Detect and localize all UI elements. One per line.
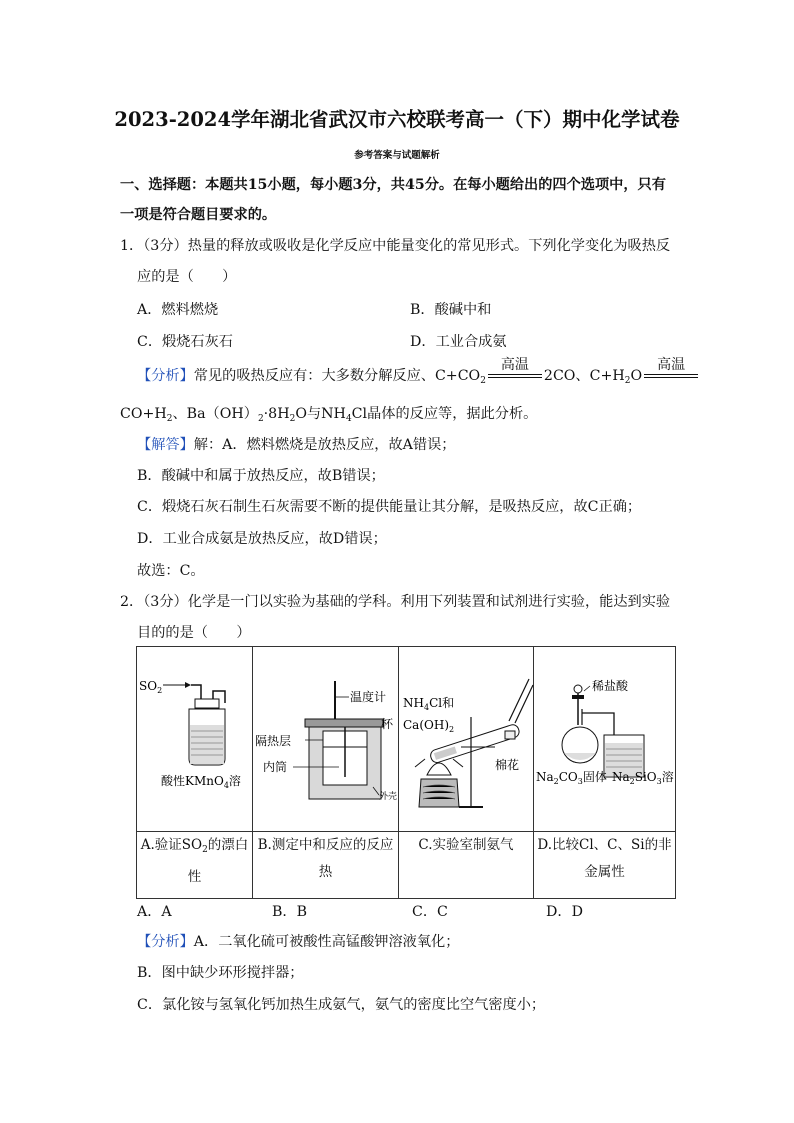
caption-a: A.验证$SO_2$的漂白 性 <box>137 832 253 899</box>
figure-a-reagent-label: 酸性KMnO$_4$溶 <box>161 774 241 790</box>
q1-stem-line1: 1．（3分）热量的释放或吸收是化学反应中能量变化的常见形式。下列化学变化为吸热反 <box>120 238 671 254</box>
q1-answer-line4: D．工业合成氨是放热反应，故D错误； <box>137 531 387 547</box>
svg-text:Na2SiO3溶: $Na_2SiO_3$溶 <box>612 770 674 786</box>
q1-option-d: D．工业合成氨 <box>410 334 507 350</box>
q1-option-c: C．煅烧石灰石 <box>137 334 233 350</box>
q1-answer-line2: B．酸碱中和属于放热反应，故B错误； <box>137 468 385 484</box>
q2-stem-line1: 2．（3分）化学是一门以实验为基础的学科。利用下列装置和试剂进行实验，能达到实验 <box>120 594 671 610</box>
apparatus-table <box>136 646 676 899</box>
reaction-condition: 高温 <box>644 367 698 385</box>
q1-option-b: B．酸碱中和 <box>410 302 492 318</box>
answer-tag: 【解答】 <box>137 437 194 453</box>
q1-choice: 故选：C。 <box>137 563 205 579</box>
svg-text:Na2CO3固体: $Na_2CO_3$固体 <box>536 770 607 786</box>
analysis-tag: 【分析】 <box>137 934 194 950</box>
svg-text:杯: 杯 <box>381 717 394 731</box>
section-heading-line1: 一、选择题：本题共15小题，每小题3分，共45分。在每小题给出的四个选项中，只有 <box>120 177 666 193</box>
svg-text:内筒: 内筒 <box>263 760 288 774</box>
ammonia-preparation-figure <box>399 647 534 827</box>
gas-washing-bottle-figure <box>137 647 253 827</box>
caption-c: C.实验室制氨气 <box>399 832 534 899</box>
q1-analysis-line2: $CO+H_2$、$Ba(OH)_2\cdot 8H_2O$与$NH_4Cl$晶体的反应等，据此分析。 <box>120 406 538 424</box>
q1-answer-line1: 【解答】解：A．燃料燃烧是放热反应，故A错误； <box>137 437 456 453</box>
svg-text:外壳: 外壳 <box>379 792 398 802</box>
q1-analysis-line1: 【分析】常见的吸热反应有：大多数分解反应、$C+CO_2$ 高温 2CO、$C+H_2O$ 高温 <box>137 367 700 390</box>
svg-text:SO2: $SO_2$ <box>139 679 163 695</box>
q1-answer-line3: C．煅烧石灰石制生石灰需要不断的提供能量让其分解，是吸热反应，故C正确； <box>137 499 642 515</box>
caption-b: B.测定中和反应的反应 热 <box>253 832 399 899</box>
svg-text:温度计: 温度计 <box>350 690 387 704</box>
svg-text:Ca(OH)2: $Ca(OH)_2$ <box>403 718 455 734</box>
q1-option-a: A．燃料燃烧 <box>137 302 219 318</box>
section-heading-line2: 一项是符合题目要求的。 <box>120 207 277 223</box>
svg-text:棉花: 棉花 <box>495 758 520 772</box>
figure-b-cell <box>253 647 399 832</box>
reaction-condition: 高温 <box>488 367 542 385</box>
q2-option-d: D．D <box>546 904 583 920</box>
analysis-tag: 【分析】 <box>137 368 194 384</box>
q2-option-b: B．B <box>272 904 308 920</box>
figure-d-cell <box>534 647 676 832</box>
acidity-comparison-figure <box>534 647 676 827</box>
svg-text:稀盐酸: 稀盐酸 <box>592 679 629 693</box>
q2-option-c: C．C <box>412 904 448 920</box>
q2-analysis-line1: 【分析】A．二氧化硫可被酸性高锰酸钾溶液氧化； <box>137 934 460 950</box>
q1-stem-line2: 应的是（ ） <box>137 269 237 285</box>
q2-stem-line2: 目的的是（ ） <box>137 625 251 641</box>
page-title: 2023-2024学年湖北省武汉市六校联考高一（下）期中化学试卷 <box>114 108 680 131</box>
page-subtitle: 参考答案与试题解析 <box>354 150 440 161</box>
figure-c-cell <box>399 647 534 832</box>
q2-analysis-line3: C．氯化铵与氢氧化钙加热生成氨气，氨气的密度比空气密度小； <box>137 997 546 1013</box>
q2-option-a: A．A <box>137 904 172 920</box>
caption-d: D.比较Cl、C、Si的非 金属性 <box>534 832 676 899</box>
calorimeter-figure <box>253 647 399 827</box>
q2-analysis-line2: B．图中缺少环形搅拌器； <box>137 965 304 981</box>
figure-a-cell <box>137 647 253 832</box>
svg-text:NH4Cl和: $NH_4Cl$和 <box>403 696 455 712</box>
svg-text:隔热层: 隔热层 <box>255 734 292 748</box>
